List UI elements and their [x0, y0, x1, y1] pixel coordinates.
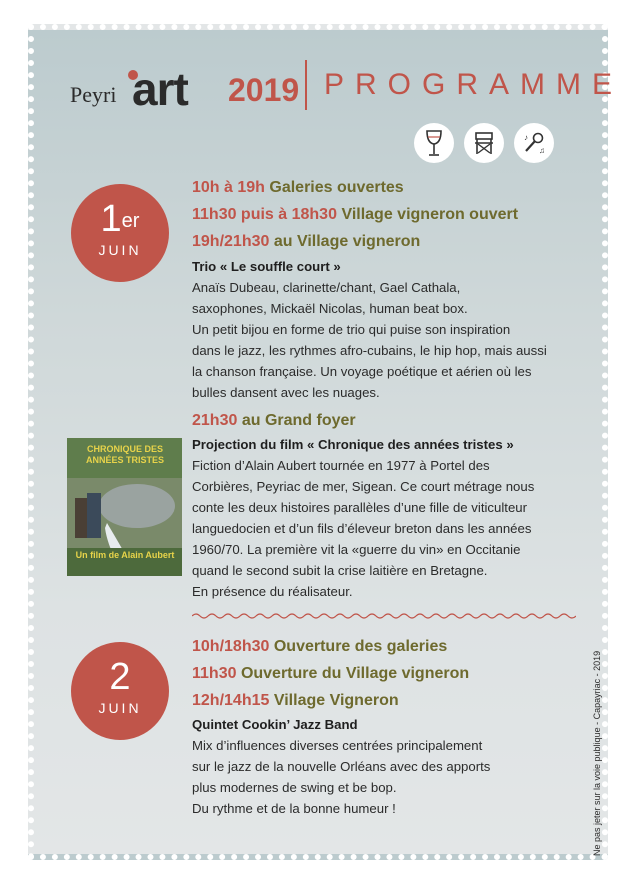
day2-date-badge	[71, 642, 169, 740]
band-description: Mix d’influences diverses centrées principalement sur le jazz de la nouvelle Orléans avec des apports plus modernes de swing et be bop. Du rythme et de la bonne humeur !	[192, 738, 491, 816]
svg-text:♫: ♫	[539, 146, 545, 155]
trio-title: Trio « Le souffle court »	[192, 259, 341, 274]
category-icons	[414, 123, 554, 163]
event-line: 11h30 Ouverture du Village vigneron	[192, 665, 470, 682]
day1-schedule	[192, 174, 577, 602]
microphone-icon	[514, 123, 554, 163]
logo-year: 2019	[228, 72, 300, 108]
event-line: 12h/14h15 Village Vigneron	[192, 692, 399, 709]
day1-ordinal: er	[121, 210, 140, 232]
header-divider	[305, 60, 307, 110]
event-line: 19h/21h30 au Village vigneron	[192, 233, 421, 250]
day1-number: 1	[100, 198, 122, 240]
logo-art: art	[132, 63, 188, 115]
event-line: 21h30 au Grand foyer	[192, 412, 356, 429]
film-title: Projection du film « Chronique des années tristes »	[192, 437, 514, 452]
event-line: 10h/18h30 Ouverture des galeries	[192, 638, 448, 655]
day2-number: 2	[109, 656, 131, 698]
band-title: Quintet Cookin’ Jazz Band	[192, 717, 358, 732]
director-chair-icon	[464, 123, 504, 163]
event-line: 10h à 19h Galeries ouvertes	[192, 179, 404, 196]
day1-month: JUIN	[98, 242, 142, 258]
poster-title: CHRONIQUE DES ANNÉES TRISTES	[85, 444, 164, 465]
day2-schedule	[192, 633, 577, 819]
wine-glass-icon	[414, 123, 454, 163]
day2-month: JUIN	[98, 700, 142, 716]
film-description: Fiction d’Alain Aubert tournée en 1977 à Portel des Corbières, Peyriac de mer, Sigean. Ce court métrage nous conte les deux histoires parallèles d’une fille de viticulteur languedocien et d’un fils d’éleveur breton dans les années 1960/70. La première vit la «guerre du vin» en Occitanie quand le second subit la crise laitière en Bretagne. En présence du réalisateur.	[192, 458, 535, 599]
day1-date-badge	[71, 184, 169, 282]
legal-note: Ne pas jeter sur la voie publique - Capayriac - 2019	[592, 650, 602, 856]
event-line: 11h30 puis à 18h30 Village vigneron ouvert	[192, 206, 519, 223]
wavy-divider	[192, 612, 576, 620]
trio-description: Anaïs Dubeau, clarinette/chant, Gael Cathala, saxophones, Mickaël Nicolas, human beat box. Un petit bijou en forme de trio qui puise son inspiration dans le jazz, les rythmes afro-cubains, le hip hop, mais aussi la chanson française. Un voyage poétique et aérien où les bulles dansent avec les nuages.	[192, 280, 547, 400]
svg-text:♪: ♪	[524, 133, 528, 142]
logo-peyri: Peyri	[70, 82, 117, 107]
film-poster	[67, 438, 182, 576]
programme-title: PROGRAMME	[324, 68, 624, 101]
poster-credit: Un film de Alain Aubert	[75, 550, 175, 560]
